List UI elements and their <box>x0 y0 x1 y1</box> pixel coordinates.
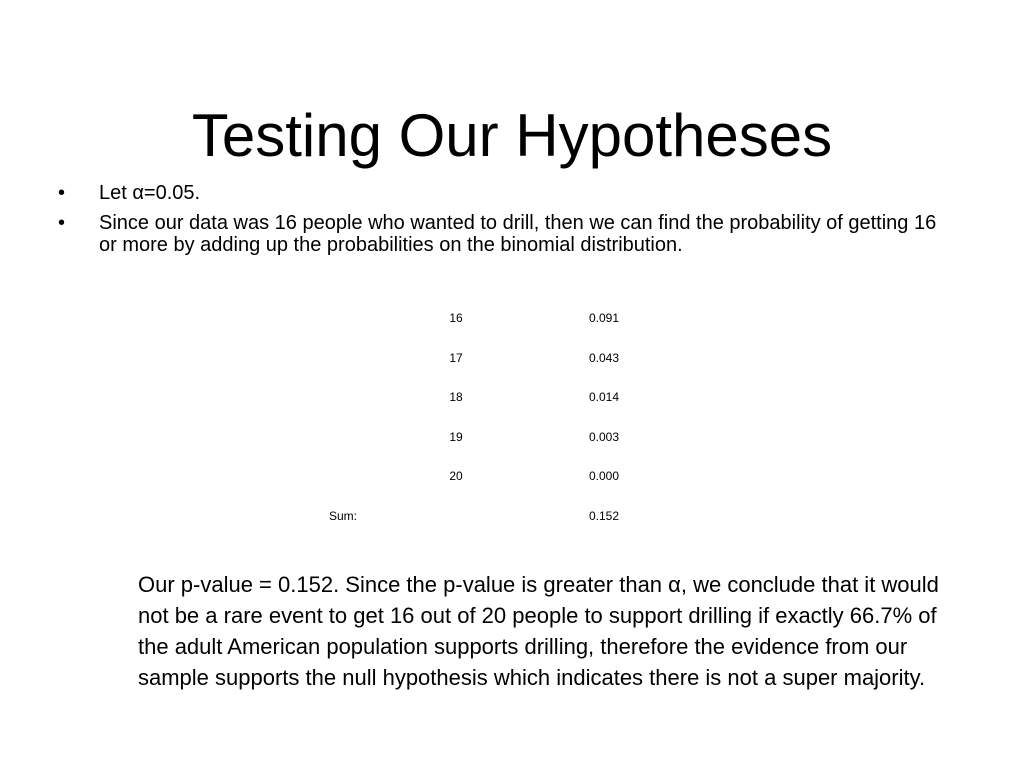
table-cell-probability: 0.003 <box>588 430 620 444</box>
table-cell-k: 17 <box>449 351 463 365</box>
table-cell-probability: 0.014 <box>588 390 620 404</box>
table-cell-k: 16 <box>449 311 463 325</box>
sum-label: Sum: <box>328 509 357 523</box>
bullet-marker: • <box>58 182 66 204</box>
table-cell-probability: 0.091 <box>588 311 620 325</box>
table-cell-probability: 0.000 <box>588 469 620 483</box>
bullet-text: Let α=0.05. <box>99 182 201 204</box>
conclusion-text: Our p-value = 0.152. Since the p-value is greater than α, we conclude that it would not be a rare event to get 16 out of 20 people to support drilling if exactly 66.7% of the adult American population supports drilling, therefore the evidence from our sample supports the null hypothesis which indicates there is not a super majority. <box>138 572 939 690</box>
table-cell-k: 18 <box>449 390 463 404</box>
slide-title: Testing Our Hypotheses <box>191 102 833 170</box>
table-cell-k: 20 <box>449 469 463 483</box>
bullet-text: Since our data was 16 people who wanted to drill, then we can find the probability of getting 16 or more by adding up the probabilities on the binomial distribution. <box>99 212 937 256</box>
table-cell-probability: 0.043 <box>588 351 620 365</box>
bullet-marker: • <box>58 212 66 234</box>
sum-value: 0.152 <box>588 509 620 523</box>
table-cell-k: 19 <box>449 430 463 444</box>
